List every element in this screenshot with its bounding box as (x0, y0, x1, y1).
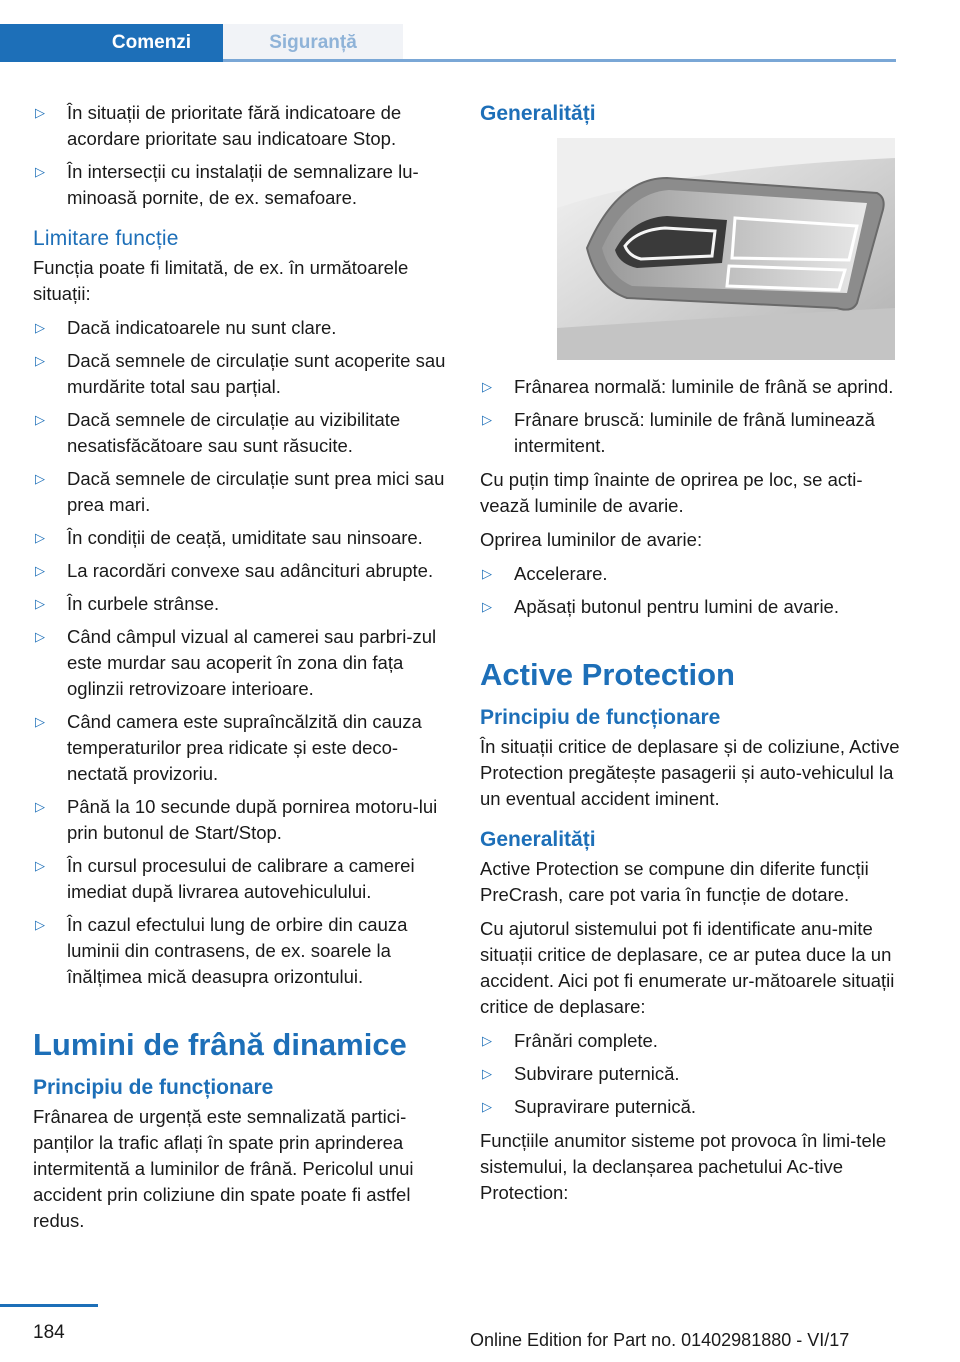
triangle-bullet-icon: ▷ (482, 379, 492, 394)
triangle-bullet-icon: ▷ (35, 714, 45, 729)
tab-comenzi[interactable]: Comenzi (0, 24, 223, 62)
list-item: ▷ În cazul efectului lung de orbire din cauza luminii din contrasens, de ex. soarele la înălțimea mică deasupra orizontului. (35, 914, 408, 987)
ap-general-text-1: Active Protection se compune din diferite funcții PreCrash, care pot varia în funcție de dotare. (480, 858, 869, 905)
triangle-bullet-icon: ▷ (35, 412, 45, 427)
tab-siguranta[interactable]: Siguranță (223, 24, 403, 62)
active-protection-title: Active Protection (480, 657, 735, 692)
right-column (480, 100, 900, 1214)
triangle-bullet-icon: ▷ (482, 599, 492, 614)
brake-principle-heading: Principiu de funcționare (33, 1076, 274, 1099)
triangle-bullet-icon: ▷ (35, 471, 45, 486)
brake-list (480, 374, 900, 459)
ap-general-heading: Generalități (480, 828, 596, 851)
list-item: ▷ Subvirare puternică. (480, 1061, 900, 1087)
list-item: ▷ Supravirare puternică. (480, 1094, 900, 1120)
limit-heading: Limitare funcție (33, 227, 179, 250)
list-item: ▷ În cursul procesului de calibrare a camerei imediat după livrarea autovehiculului. (35, 855, 415, 902)
list-item: ▷ Frânare bruscă: luminile de frână luminează intermitent. (482, 409, 875, 456)
list-item: ▷ Accelerare. (480, 561, 900, 587)
ap-principle-text: În situații critice de deplasare și de coliziune, Active Protection pregătește pasagerii și auto‐vehiculul la un eventual accident iminent. (480, 736, 900, 809)
triangle-bullet-icon: ▷ (35, 563, 45, 578)
list-item: ▷ Frânări complete. (480, 1028, 900, 1054)
limit-text: Funcția poate fi limitată, de ex. în următoarele situații: (33, 257, 409, 304)
list-item: ▷ În condiții de ceață, umiditate sau ninsoare. (33, 525, 448, 551)
list-item: ▷ În intersecții cu instalații de semnalizare lu‐minoasă pornite, de ex. semafoare. (35, 161, 419, 208)
triangle-bullet-icon: ▷ (482, 1099, 492, 1114)
triangle-bullet-icon: ▷ (482, 1066, 492, 1081)
brake-lights-title: Lumini de frână dinamice (33, 1027, 407, 1062)
ap-list (480, 1028, 900, 1120)
brake-principle-text: Frânarea de urgență este semnalizată partici‐panților la trafic aflați în spate prin aprinderea intermitentă a luminilor de frână. Pericolul unui accident prin coliziune din spate poate fi astfel redus. (33, 1106, 414, 1231)
triangle-bullet-icon: ▷ (482, 566, 492, 581)
edition-text: Online Edition for Part no. 01402981880 - VI/17 (470, 1330, 850, 1350)
list-item: ▷ Dacă semnele de circulație sunt prea mici sau prea mari. (35, 468, 445, 515)
list-item: ▷ În curbele strânse. (33, 591, 448, 617)
car-tail-light-illustration (557, 138, 895, 360)
triangle-bullet-icon: ▷ (35, 629, 45, 644)
list-item: ▷ Frânarea normală: luminile de frână se aprind. (480, 374, 900, 400)
list-item: ▷ Când camera este supraîncălzită din cauza temperaturilor prea ridicate și este deco‐nectată provizoriu. (35, 711, 422, 784)
list-item: ▷ La racordări convexe sau adâncituri abrupte. (33, 558, 448, 584)
triangle-bullet-icon: ▷ (35, 530, 45, 545)
list-item: ▷ Când câmpul vizual al camerei sau parbri‐zul este murdar sau acoperit în zona din fața oglinzii retrovizoare interioare. (35, 626, 437, 699)
triangle-bullet-icon: ▷ (35, 917, 45, 932)
general-heading: Generalități (480, 102, 596, 125)
tail-light-icon (557, 138, 895, 360)
left-column (33, 100, 448, 1242)
hazard-off-text: Oprirea luminilor de avarie: (480, 529, 703, 550)
ap-general-text-2: Cu ajutorul sistemului pot fi identificate anu‐mite situații critice de deplasare, ce ar putea duce la un accident. Aici pot fi enumerate ur‐mătoarele situații critice de deplasare: (480, 918, 895, 1017)
list-item: ▷ Dacă semnele de circulație sunt acoperite sau murdărite total sau parțial. (35, 350, 446, 397)
page-number: 184 (33, 1322, 65, 1343)
triangle-bullet-icon: ▷ (482, 412, 492, 427)
triangle-bullet-icon: ▷ (35, 858, 45, 873)
triangle-bullet-icon: ▷ (482, 1033, 492, 1048)
list-item: ▷ Apăsați butonul pentru lumini de avarie. (480, 594, 900, 620)
triangle-bullet-icon: ▷ (35, 799, 45, 814)
limit-list (33, 315, 448, 990)
header-divider (223, 59, 896, 62)
hazard-off-list (480, 561, 900, 620)
list-item: ▷ În situații de prioritate fără indicatoare de acordare prioritate sau indicatoare Stop. (35, 102, 402, 149)
ap-general-text-3: Funcțiile anumitor sisteme pot provoca în limi‐tele sistemului, la declanșarea pachetului Ac‐tive Protection: (480, 1130, 887, 1203)
hazard-text: Cu puțin timp înainte de oprirea pe loc, se acti‐vează luminile de avarie. (480, 469, 863, 516)
header-tabs (0, 24, 896, 62)
list-item: ▷ Dacă indicatoarele nu sunt clare. (33, 315, 448, 341)
triangle-bullet-icon: ▷ (35, 596, 45, 611)
ap-principle-heading: Principiu de funcționare (480, 706, 721, 729)
triangle-bullet-icon: ▷ (35, 105, 45, 120)
triangle-bullet-icon: ▷ (35, 164, 45, 179)
triangle-bullet-icon: ▷ (35, 320, 45, 335)
intro-list (33, 100, 448, 211)
list-item: ▷ Dacă semnele de circulație au vizibilitate nesatisfăcătoare sau sunt răsucite. (35, 409, 401, 456)
list-item: ▷ Până la 10 secunde după pornirea motoru‐lui prin butonul de Start/Stop. (35, 796, 438, 843)
triangle-bullet-icon: ▷ (35, 353, 45, 368)
footer-rule (0, 1304, 98, 1307)
